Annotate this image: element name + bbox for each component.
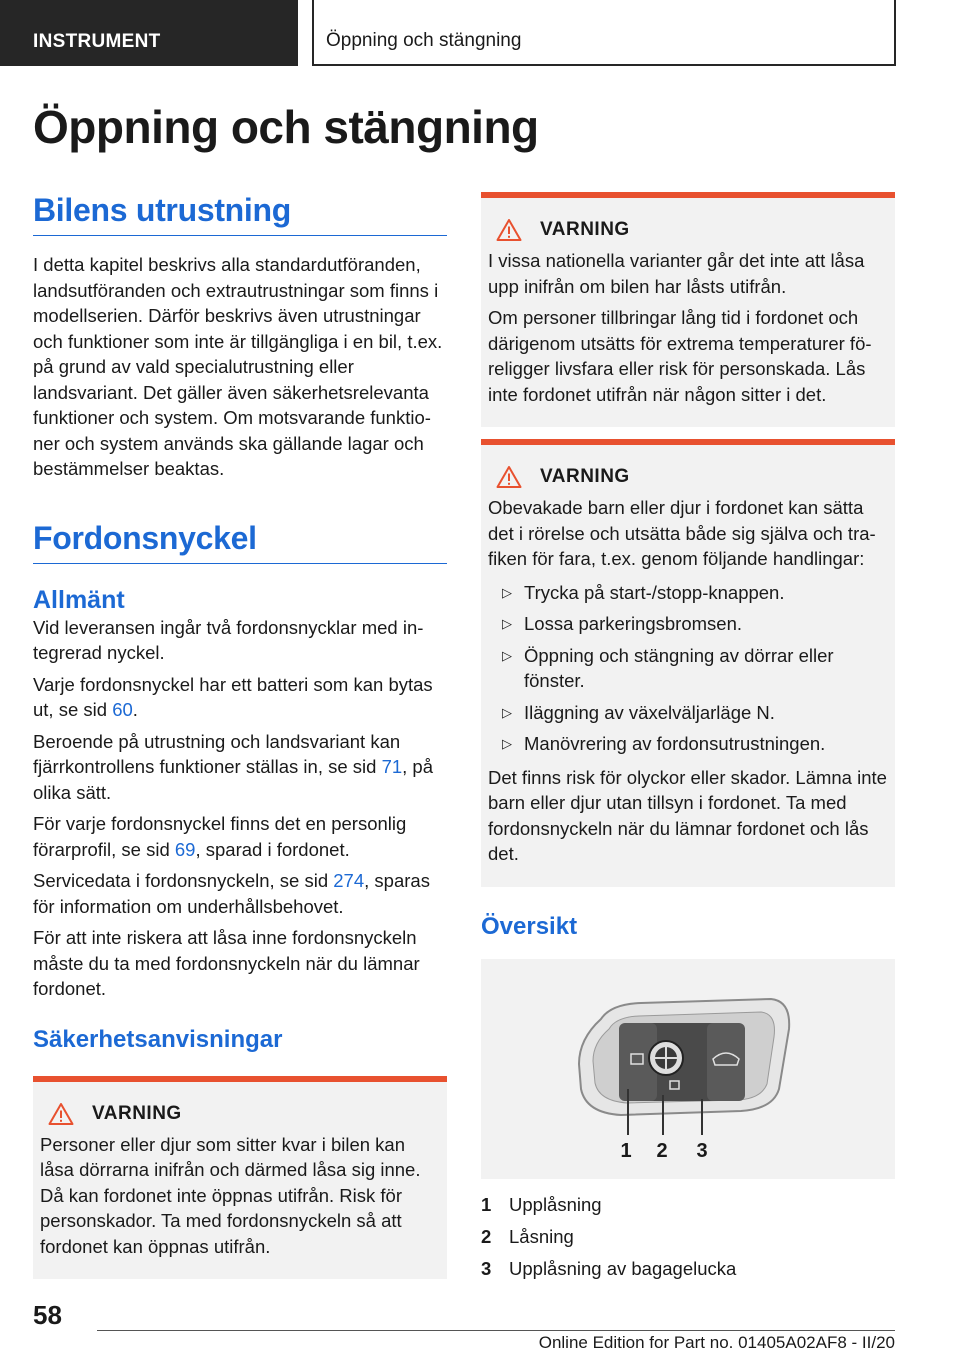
page-header: [0, 0, 960, 66]
warning-box-2: [481, 192, 895, 427]
key-fob-illustration: [481, 959, 895, 1179]
triangle-bullet-icon: ▷: [502, 647, 512, 663]
warning-header: [488, 218, 887, 242]
legend-item: 3 Upplåsning av bagagelucka: [481, 1257, 737, 1279]
page-link-274[interactable]: 274: [333, 870, 365, 891]
warning-header: [488, 465, 887, 489]
page-link-71[interactable]: 71: [381, 756, 403, 777]
warning-box-1: [33, 1076, 447, 1280]
header-chapter-label: Öppning och stängning: [312, 0, 896, 66]
warning-triangle-icon: [496, 465, 522, 489]
list-item: ▷ Iläggning av växelväljarläge N.: [488, 700, 887, 726]
warning-triangle-icon: [496, 218, 522, 242]
list-item: ▷ Manövrering av fordonsutrustningen.: [488, 731, 887, 757]
triangle-bullet-icon: ▷: [502, 704, 512, 720]
warning-box-3: [481, 439, 895, 887]
footer-divider: [97, 1330, 895, 1331]
warning-list: [488, 580, 887, 757]
header-section-label: INSTRUMENT: [0, 0, 298, 66]
triangle-bullet-icon: ▷: [502, 584, 512, 600]
warning-text-2: Det finns risk för olyckor eller skador. Lämna inte barn eller djur utan tillsyn i fordonet. Ta med fordonsnyckeln när du lämnar fordonet och lås det.: [488, 766, 887, 864]
right-column: [481, 192, 895, 1285]
paragraph-servicedata: Servicedata i fordonsnyckeln, se sid 274, sparas för information om underhållsbehovet.: [33, 870, 430, 917]
heading-oversikt: Översikt: [481, 912, 578, 940]
figure-label-1: 1: [620, 1139, 632, 1162]
heading-allmant: Allmänt: [33, 585, 125, 614]
key-fob-figure: [481, 959, 895, 1179]
page-link-60[interactable]: 60: [112, 699, 133, 720]
figure-legend: [481, 1189, 895, 1285]
triangle-bullet-icon: ▷: [502, 736, 512, 751]
footer-edition: Online Edition for Part no. 01405A02AF8 - II/20: [538, 1333, 895, 1352]
triangle-bullet-icon: ▷: [502, 616, 512, 631]
list-item: ▷ Trycka på start-/stopp-knappen.: [488, 580, 887, 606]
warning-header: [40, 1102, 439, 1126]
list-item: ▷ Lossa parkeringsbromsen.: [488, 611, 887, 637]
paragraph-lasa-inne: För att inte riskera att låsa inne fordonsnyckeln måste du ta med fordonsnyckeln när du lämnar fordonet.: [33, 927, 420, 999]
warning-title: VARNING: [540, 219, 630, 240]
list-item: ▷ Öppning och stängning av dörrar eller fönster.: [488, 643, 887, 694]
figure-label-2: 2: [656, 1139, 668, 1162]
page-title: Öppning och stängning: [33, 101, 539, 153]
paragraph-forarprofil: För varje fordonsnyckel finns det en personlig förarprofil, se sid 69, sparad i fordonet.: [33, 813, 407, 860]
paragraph-leverans: Vid leveransen ingår två fordonsnycklar med integrerad nyckel.: [33, 616, 424, 663]
warning-title: VARNING: [540, 466, 630, 487]
figure-label-3: 3: [696, 1139, 708, 1162]
legend-item: 1 Upplåsning: [481, 1193, 602, 1215]
page-number: 58: [33, 1300, 62, 1330]
left-column: [33, 192, 447, 1279]
paragraph-fjarrkontroll: Beroende på utrustning och landsvariant kan fjärrkontrollens funktioner ställas in, se sid 71, på olika sätt.: [33, 730, 434, 803]
paragraph-bilens-utrustning: I detta kapitel beskrivs alla standardutföranden, landsutföranden och extrautrustningar som finns i modellserien. Därför beskrivs även utrustningar och funktioner som inte är tillgängliga i en bil, t.ex. på grund av vald specialutrustning eller landsvariant. Det gäller även säkerhetsrelevanta funktioner och system. Om motsvarande funktioner och system används ska gällande lagar och bestämmelser beaktas.: [33, 254, 443, 479]
heading-sakerhetsanvisningar: Säkerhetsanvisningar: [33, 1025, 283, 1053]
warning-text-1: I vissa nationella varianter går det inte att låsa upp inifrån om bilen har låsts utifrån.: [488, 250, 865, 297]
warning-text: Personer eller djur som sitter kvar i bilen kan låsa dörrarna inifrån och därmed låsa sig inne. Då kan fordonet inte öppnas utifrån. Risk för personskador. Ta med fordonsnyckeln så att fordonet kan öppnas utifrån.: [40, 1133, 421, 1257]
warning-text-1: Obevakade barn eller djur i fordonet kan sätta det i rörelse och utsätta både sig själva och trafiken för fara, t.ex. genom följande handlingar:: [488, 497, 876, 569]
heading-fordonsnyckel: Fordonsnyckel: [33, 520, 447, 564]
page-link-69[interactable]: 69: [174, 838, 196, 860]
warning-title: VARNING: [92, 1102, 182, 1124]
warning-triangle-icon: [48, 1102, 74, 1126]
warning-text-2: Om personer tillbringar lång tid i fordonet och därigenom utsätts för extrema temperaturer föreligger livsfara eller risk för personskada. Lås inte fordonet utifrån när någon sitter i det.: [488, 307, 872, 405]
paragraph-batteri: Varje fordonsnyckel har ett batteri som kan bytas ut, se sid 60.: [33, 673, 433, 720]
heading-bilens-utrustning: Bilens utrustning: [33, 192, 447, 236]
legend-item: 2 Låsning: [481, 1225, 574, 1247]
